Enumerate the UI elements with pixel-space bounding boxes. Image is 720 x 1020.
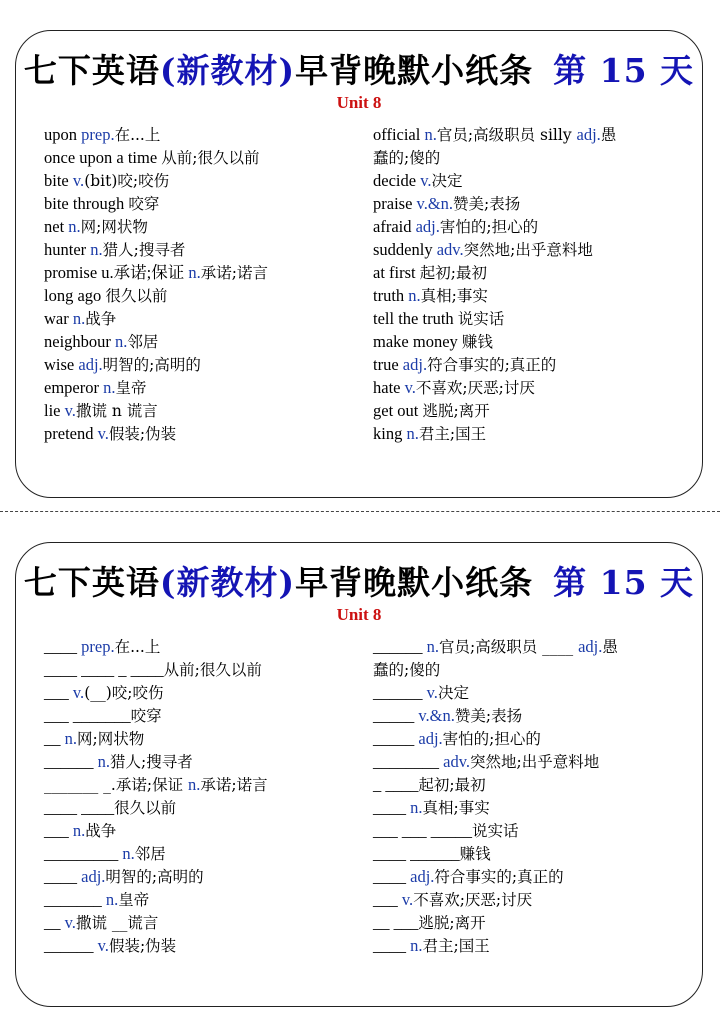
vocab-column-left	[44, 123, 362, 445]
chinese-meaning: 假装;伪装	[108, 937, 177, 955]
vocab-line	[373, 681, 685, 704]
chinese-meaning: 起初;最初	[418, 776, 486, 794]
english-term: official	[373, 125, 425, 144]
chinese-meaning: 说实话	[472, 822, 519, 840]
title-name: 早背晚默小纸条	[295, 51, 534, 90]
part-of-speech: n.	[72, 821, 86, 840]
vocab-line	[44, 658, 362, 681]
part-of-speech: n.	[68, 217, 81, 236]
unit-label: Unit 8	[336, 93, 382, 112]
part-of-speech: n.	[410, 798, 423, 817]
part-of-speech: n.	[424, 125, 437, 144]
chinese-meaning: 真相;事实	[422, 799, 490, 817]
vocab-line	[373, 376, 685, 399]
vocab-line	[373, 888, 685, 911]
english-term: bite	[44, 171, 73, 190]
english-term: wise	[44, 355, 79, 374]
vocab-line	[373, 261, 685, 284]
part-of-speech: v.	[64, 913, 76, 932]
vocab-line	[373, 842, 685, 865]
blank-term: ___	[373, 890, 402, 909]
blank-term: ___	[44, 683, 73, 702]
english-term: pretend	[44, 424, 98, 443]
vocab-line	[373, 192, 685, 215]
vocab-line	[373, 819, 685, 842]
chinese-meaning: 逃脱;离开	[418, 914, 486, 932]
blank-term: ______	[373, 637, 427, 656]
unit-label: Unit 8	[336, 605, 382, 624]
chinese-meaning: 在...上	[114, 638, 161, 656]
vocab-line	[373, 238, 685, 261]
chinese-meaning: 不喜欢;厌恶;讨厌	[415, 379, 535, 397]
part-of-speech: n.	[426, 637, 439, 656]
english-term: praise	[373, 194, 417, 213]
chinese-meaning: 从前;很久以前	[161, 149, 260, 167]
chinese-meaning: 撒谎 n 谎言	[75, 402, 158, 420]
english-term: truth	[373, 286, 409, 305]
part-of-speech: n.	[122, 844, 135, 863]
chinese-meaning: 决定	[431, 172, 463, 190]
part-of-speech: adj.	[402, 355, 428, 374]
part-of-speech: v.	[64, 401, 76, 420]
blank-term: _______ _.承诺;保证	[44, 776, 189, 794]
vocab-line	[373, 353, 685, 376]
english-term: upon	[44, 125, 82, 144]
vocab-line	[44, 376, 362, 399]
blank-term: ____ ____	[44, 798, 115, 817]
english-term: emperor	[44, 378, 104, 397]
blank-term: ______	[44, 752, 98, 771]
chinese-meaning: 猎人;搜寻者	[102, 241, 186, 259]
vocab-line	[373, 169, 685, 192]
part-of-speech: n.	[406, 424, 419, 443]
blank-term: ____	[44, 867, 82, 886]
part-of-speech: adj.	[578, 637, 603, 656]
dictation-column-right	[373, 635, 685, 957]
chinese-meaning: 说实话	[457, 310, 505, 328]
chinese-meaning: (bit)咬;咬伤	[84, 172, 170, 190]
english-term: suddenly	[373, 240, 437, 259]
vocab-line	[44, 704, 362, 727]
part-of-speech: adj.	[78, 355, 103, 374]
vocab-line	[44, 635, 362, 658]
chinese-meaning: 符合事实的;真正的	[434, 868, 564, 886]
chinese-meaning: 赞美;表扬	[453, 195, 521, 213]
part-of-speech: adj.	[418, 729, 443, 748]
vocab-line	[373, 284, 685, 307]
chinese-meaning: 皇帝	[115, 379, 147, 397]
vocab-line	[373, 399, 685, 422]
cut-line	[0, 511, 720, 512]
vocab-line	[373, 215, 685, 238]
blank-term: __	[44, 913, 65, 932]
part-of-speech: n.	[410, 936, 423, 955]
blank-term: _____	[373, 706, 419, 725]
part-of-speech: v.	[426, 683, 438, 702]
chinese-meaning: 承诺;诺言	[200, 776, 268, 794]
chinese-meaning: 赞美;表扬	[454, 707, 523, 725]
chinese-meaning: 君主;国王	[418, 425, 487, 443]
part-of-speech: v.	[97, 424, 109, 443]
part-of-speech: n.	[105, 890, 119, 909]
chinese-meaning: 起初;最初	[419, 264, 487, 282]
vocab-line	[44, 399, 362, 422]
vocab-line	[373, 750, 685, 773]
part-of-speech: n.	[408, 286, 421, 305]
vocab-line	[44, 215, 362, 238]
part-of-speech: n.	[72, 309, 86, 328]
english-term: 蠢的;傻的	[373, 149, 441, 167]
card-title	[16, 557, 702, 604]
vocab-line	[44, 330, 362, 353]
vocab-line	[44, 819, 362, 842]
blank-term: ______	[44, 936, 98, 955]
chinese-meaning: 真相;事实	[420, 287, 488, 305]
chinese-meaning: 咬穿	[128, 195, 160, 213]
blank-term: __ ___	[373, 913, 419, 932]
vocab-line	[373, 635, 685, 658]
chinese-meaning: 从前;很久以前	[163, 661, 262, 679]
blank-term: ____ ____ _ ____	[44, 660, 164, 679]
vocab-line	[44, 796, 362, 819]
vocab-line	[44, 284, 362, 307]
chinese-meaning: 猎人;搜寻者	[110, 753, 193, 771]
blank-term: __	[44, 729, 65, 748]
english-term: at first	[373, 263, 420, 282]
vocab-line	[373, 796, 685, 819]
title-subject: 七下英语	[23, 51, 160, 90]
vocab-line	[44, 681, 362, 704]
part-of-speech: v.	[404, 378, 416, 397]
vocab-line	[373, 330, 685, 353]
vocab-line	[373, 727, 685, 750]
vocab-line	[373, 934, 685, 957]
vocab-line	[44, 750, 362, 773]
chinese-meaning: 撒谎 __谎言	[75, 914, 159, 932]
vocab-line	[44, 238, 362, 261]
vocab-line	[44, 934, 362, 957]
english-term: long ago	[44, 286, 106, 305]
english-term: 蠢的;傻的	[373, 661, 441, 679]
blank-term: ___ _______	[44, 706, 131, 725]
chinese-meaning: 很久以前	[114, 799, 177, 817]
chinese-meaning: 愚	[600, 126, 617, 144]
chinese-meaning: 邻居	[134, 845, 166, 863]
title-day: 第 15 天	[553, 563, 695, 602]
english-term: net	[44, 217, 69, 236]
chinese-meaning: 害怕的;担心的	[439, 218, 539, 236]
card-title	[16, 45, 702, 92]
vocab-line	[373, 307, 685, 330]
vocab-line	[44, 146, 362, 169]
vocab-line	[44, 123, 362, 146]
chinese-meaning: 决定	[437, 684, 469, 702]
chinese-meaning: 不喜欢;厌恶;讨厌	[413, 891, 533, 909]
title-name: 早背晚默小纸条	[295, 563, 534, 602]
vocab-line	[44, 261, 362, 284]
chinese-meaning: 赚钱	[461, 333, 493, 351]
part-of-speech: adj.	[81, 867, 106, 886]
part-of-speech: v.	[72, 683, 85, 702]
memorization-card	[15, 30, 703, 498]
vocab-line	[44, 192, 362, 215]
english-term: hunter	[44, 240, 91, 259]
part-of-speech: n.	[103, 378, 116, 397]
blank-term: ___	[44, 821, 73, 840]
chinese-meaning: 假装;伪装	[108, 425, 177, 443]
chinese-meaning: 网;网状物	[77, 730, 145, 748]
part-of-speech: v.	[72, 171, 85, 190]
part-of-speech: n.	[64, 729, 77, 748]
vocab-line	[44, 888, 362, 911]
vocab-line	[373, 911, 685, 934]
blank-term: _ ____	[373, 775, 419, 794]
vocab-column-right	[373, 123, 685, 445]
chinese-meaning: 明智的;高明的	[102, 356, 201, 374]
chinese-meaning: 咬穿	[130, 707, 162, 725]
part-of-speech: adj.	[410, 867, 435, 886]
vocab-line	[373, 658, 685, 681]
blank-term: ____	[373, 798, 411, 817]
vocab-line	[373, 773, 685, 796]
chinese-meaning: (__)咬;咬伤	[84, 684, 164, 702]
blank-term: _______	[44, 890, 106, 909]
part-of-speech: adj.	[576, 125, 601, 144]
part-of-speech: n.	[97, 752, 110, 771]
blank-term: ____	[373, 867, 411, 886]
vocab-line	[373, 123, 685, 146]
chinese-meaning: 逃脱;离开	[422, 402, 490, 420]
part-of-speech: n.	[90, 240, 103, 259]
chinese-meaning: 承诺;诺言	[200, 264, 268, 282]
chinese-meaning: 在...上	[114, 126, 161, 144]
chinese-meaning: 很久以前	[105, 287, 168, 305]
part-of-speech: n.	[188, 775, 201, 794]
part-of-speech: v.&n.	[418, 706, 455, 725]
english-term: tell the truth	[373, 309, 458, 328]
blank-term: ____	[373, 936, 411, 955]
english-term: hate	[373, 378, 405, 397]
part-of-speech: prep.	[81, 637, 115, 656]
part-of-speech: v.	[97, 936, 109, 955]
part-of-speech: adv.	[436, 240, 464, 259]
title-day: 第 15 天	[553, 51, 695, 90]
chinese-meaning: 突然地;出乎意料地	[470, 753, 600, 771]
part-of-speech: v.	[420, 171, 432, 190]
dictation-column-left	[44, 635, 362, 957]
chinese-meaning: 战争	[85, 310, 117, 328]
dictation-card	[15, 542, 703, 1007]
chinese-meaning: 战争	[85, 822, 117, 840]
blank-term: ____	[44, 637, 82, 656]
part-of-speech: n.	[115, 332, 128, 351]
english-term: neighbour	[44, 332, 116, 351]
english-term: promise u.承诺;保证	[44, 263, 189, 282]
chinese-meaning: 君主;国王	[422, 937, 490, 955]
chinese-meaning: 官员;高级职员 silly	[436, 126, 577, 144]
vocab-line	[373, 704, 685, 727]
vocab-line	[44, 727, 362, 750]
english-term: decide	[373, 171, 421, 190]
chinese-meaning: 害怕的;担心的	[442, 730, 541, 748]
chinese-meaning: 皇帝	[118, 891, 150, 909]
title-edition: (新教材)	[159, 51, 296, 90]
vocab-line	[44, 773, 362, 796]
vocab-line	[44, 911, 362, 934]
english-term: king	[373, 424, 407, 443]
english-term: true	[373, 355, 403, 374]
chinese-meaning: 突然地;出乎意料地	[463, 241, 593, 259]
blank-term: _____	[373, 729, 419, 748]
chinese-meaning: 明智的;高明的	[105, 868, 204, 886]
chinese-meaning: 愚	[602, 638, 618, 656]
vocab-line	[44, 307, 362, 330]
title-subject: 七下英语	[23, 563, 160, 602]
vocab-line	[373, 146, 685, 169]
part-of-speech: prep.	[81, 125, 115, 144]
vocab-line	[44, 865, 362, 888]
chinese-meaning: 赚钱	[459, 845, 491, 863]
english-term: make money	[373, 332, 462, 351]
english-term: once upon a time	[44, 148, 162, 167]
vocab-line	[44, 422, 362, 445]
part-of-speech: n.	[188, 263, 201, 282]
blank-term: ___ ___ _____	[373, 821, 472, 840]
chinese-meaning: 网;网状物	[80, 218, 148, 236]
part-of-speech: v.	[401, 890, 414, 909]
part-of-speech: v.&n.	[416, 194, 454, 213]
part-of-speech: adj.	[415, 217, 440, 236]
blank-term: _________	[44, 844, 123, 863]
vocab-line	[44, 169, 362, 192]
vocab-line	[44, 842, 362, 865]
blank-term: ____ ______	[373, 844, 460, 863]
vocab-line	[44, 353, 362, 376]
chinese-meaning: 邻居	[127, 333, 159, 351]
blank-term: ______	[373, 683, 427, 702]
chinese-meaning: 官员;高级职员 ____	[439, 638, 579, 656]
english-term: afraid	[373, 217, 416, 236]
blank-term: ________	[373, 752, 444, 771]
english-term: lie	[44, 401, 65, 420]
vocab-line	[373, 865, 685, 888]
english-term: war	[44, 309, 73, 328]
vocab-line	[373, 422, 685, 445]
english-term: bite through	[44, 194, 129, 213]
title-edition: (新教材)	[159, 563, 296, 602]
chinese-meaning: 符合事实的;真正的	[427, 356, 557, 374]
english-term: get out	[373, 401, 423, 420]
part-of-speech: adv.	[443, 752, 471, 771]
